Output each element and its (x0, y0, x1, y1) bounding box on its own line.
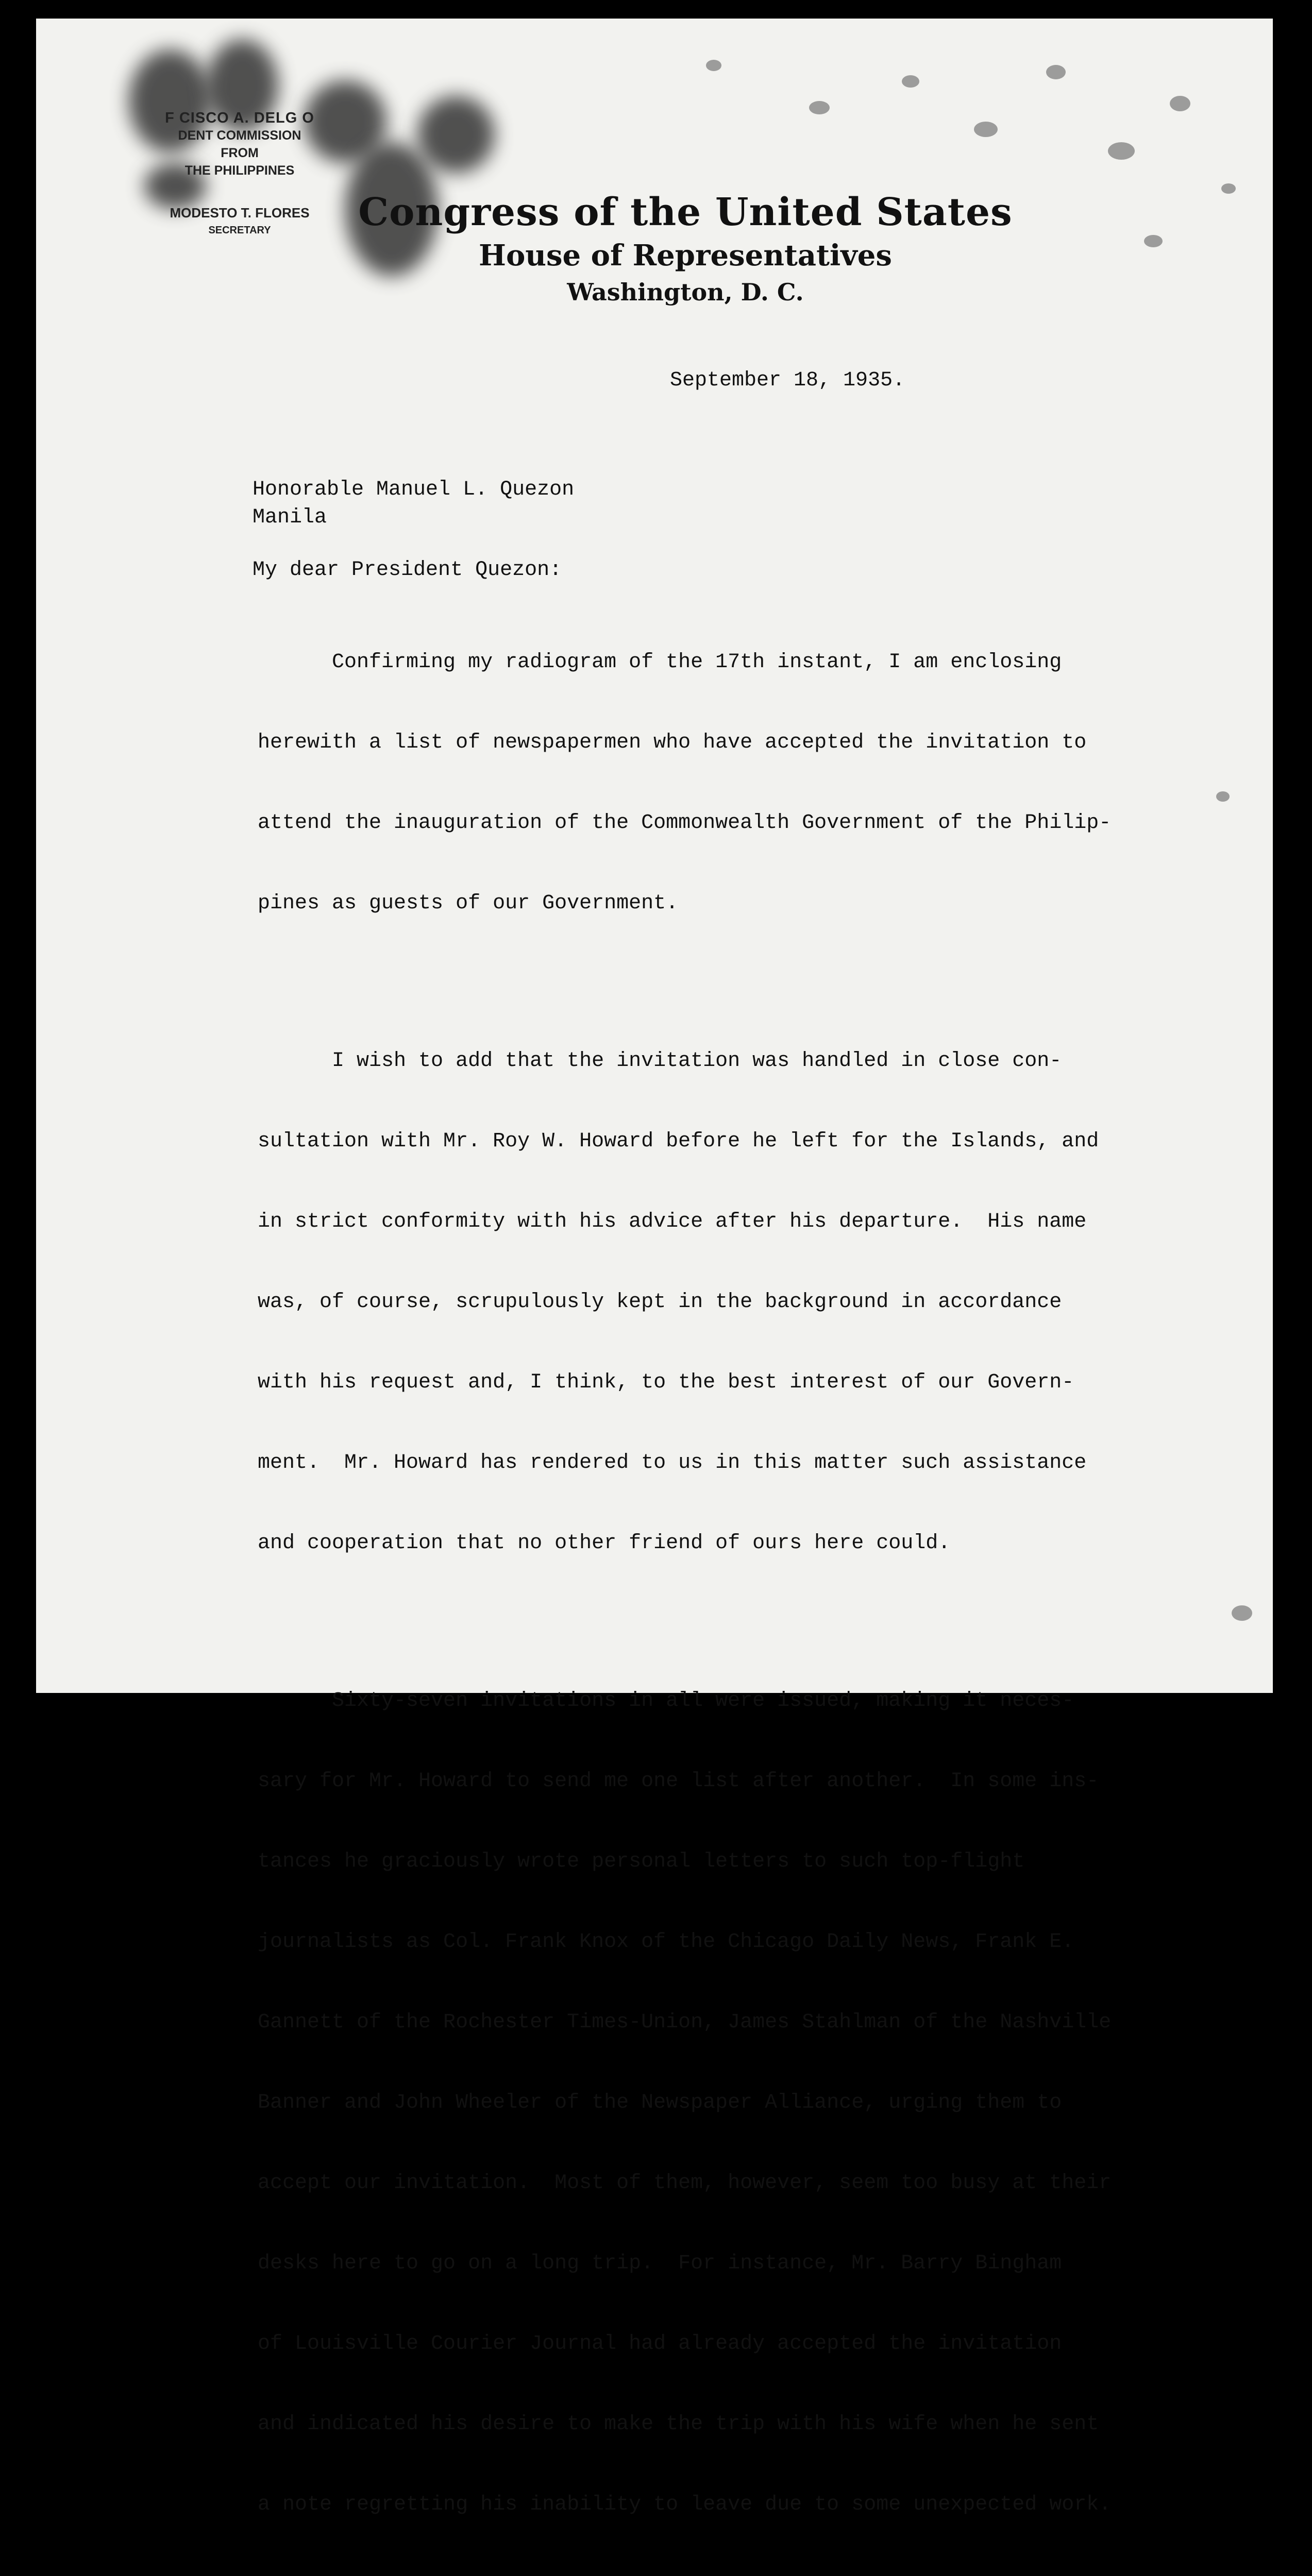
text-line: tances he graciously wrote personal letters to such top-flight (258, 1850, 1025, 1873)
text-line: pines as guests of our Government. (258, 892, 679, 915)
paper-speck (1046, 65, 1066, 79)
addressee-block (253, 476, 574, 532)
paper-speck (1170, 96, 1190, 111)
letter-date: September 18, 1935. (670, 369, 905, 392)
commissioner-block (126, 109, 353, 239)
letterhead-congress: Congress of the United States (358, 190, 1013, 234)
paper-speck (1144, 235, 1163, 247)
paper-speck (706, 60, 721, 71)
text-line: was, of course, scrupulously kept in the background in accordance (258, 1291, 1062, 1314)
text-line: ment. Mr. Howard has rendered to us in this matter such assistance (258, 1451, 1087, 1475)
letterhead-house: House of Representatives (479, 239, 892, 273)
commissioner-title: DENT COMMISSION (178, 128, 301, 143)
text-line: Banner and John Wheeler of the Newspaper Alliance, urging them to (258, 2091, 1062, 2114)
ink-smudge (417, 96, 495, 173)
country-label: THE PHILIPPINES (184, 163, 295, 178)
salutation: My dear President Quezon: (253, 558, 562, 582)
letterhead-city: Washington, D. C. (567, 278, 804, 306)
text-line: herewith a list of newspapermen who have accepted the invitation to (258, 731, 1087, 754)
commissioner-name: F CISCO A. DELG O (165, 110, 314, 126)
text-line: in strict conformity with his advice after his departure. His name (258, 1210, 1087, 1233)
text-line: Gannett of the Rochester Times-Union, James Stahlman of the Nashville (258, 2011, 1112, 2034)
secretary-title: SECRETARY (208, 225, 271, 236)
text-line: accept our invitation. Most of them, however, seem too busy at their (258, 2172, 1112, 2195)
text-line: I wish to add that the invitation was handled in close con- (258, 1049, 1062, 1073)
paragraph-1 (258, 596, 1278, 971)
letter-page (36, 19, 1273, 2516)
text-line: desks here to go on a long trip. For instance, Mr. Barry Bingham (258, 2252, 1062, 2275)
paper-speck (1108, 142, 1135, 160)
text-line: and indicated his desire to make the trip with his wife when he sent (258, 2413, 1099, 2436)
text-line: attend the inauguration of the Commonwealth Government of the Philip- (258, 811, 1112, 835)
text-line: and cooperation that no other friend of ours here could. (258, 1532, 951, 1555)
addressee-city: Manila (253, 506, 327, 529)
paper-speck (902, 75, 919, 88)
letterhead (325, 189, 1046, 309)
paper-speck (809, 101, 830, 114)
text-line: sultation with Mr. Roy W. Howard before he left for the Islands, and (258, 1130, 1099, 1153)
text-line: with his request and, I think, to the best interest of our Govern- (258, 1371, 1074, 1394)
text-line: Confirming my radiogram of the 17th instant, I am enclosing (258, 651, 1062, 674)
text-line: journalists as Col. Frank Knox of the Chicago Daily News, Frank E. (258, 1930, 1074, 1954)
from-label: FROM (221, 146, 259, 160)
text-line: Sixty-seven invitations in all were issued, making it neces- (258, 1689, 1074, 1713)
paper-speck (1221, 183, 1236, 194)
text-line: a note regretting his inability to leave due to some unexpected work. (258, 2493, 1112, 2516)
text-line: of Louisville Courier Journal had already accepted the invitation (258, 2332, 1062, 2355)
paper-speck (974, 122, 998, 137)
text-line: sary for Mr. Howard to send me one list after another. In some ins- (258, 1770, 1099, 1793)
letter-body (258, 596, 1278, 2576)
paragraph-3 (258, 1634, 1278, 2572)
secretary-name: MODESTO T. FLORES (170, 205, 310, 221)
addressee-name: Honorable Manuel L. Quezon (253, 478, 575, 501)
paragraph-2 (258, 994, 1278, 1611)
